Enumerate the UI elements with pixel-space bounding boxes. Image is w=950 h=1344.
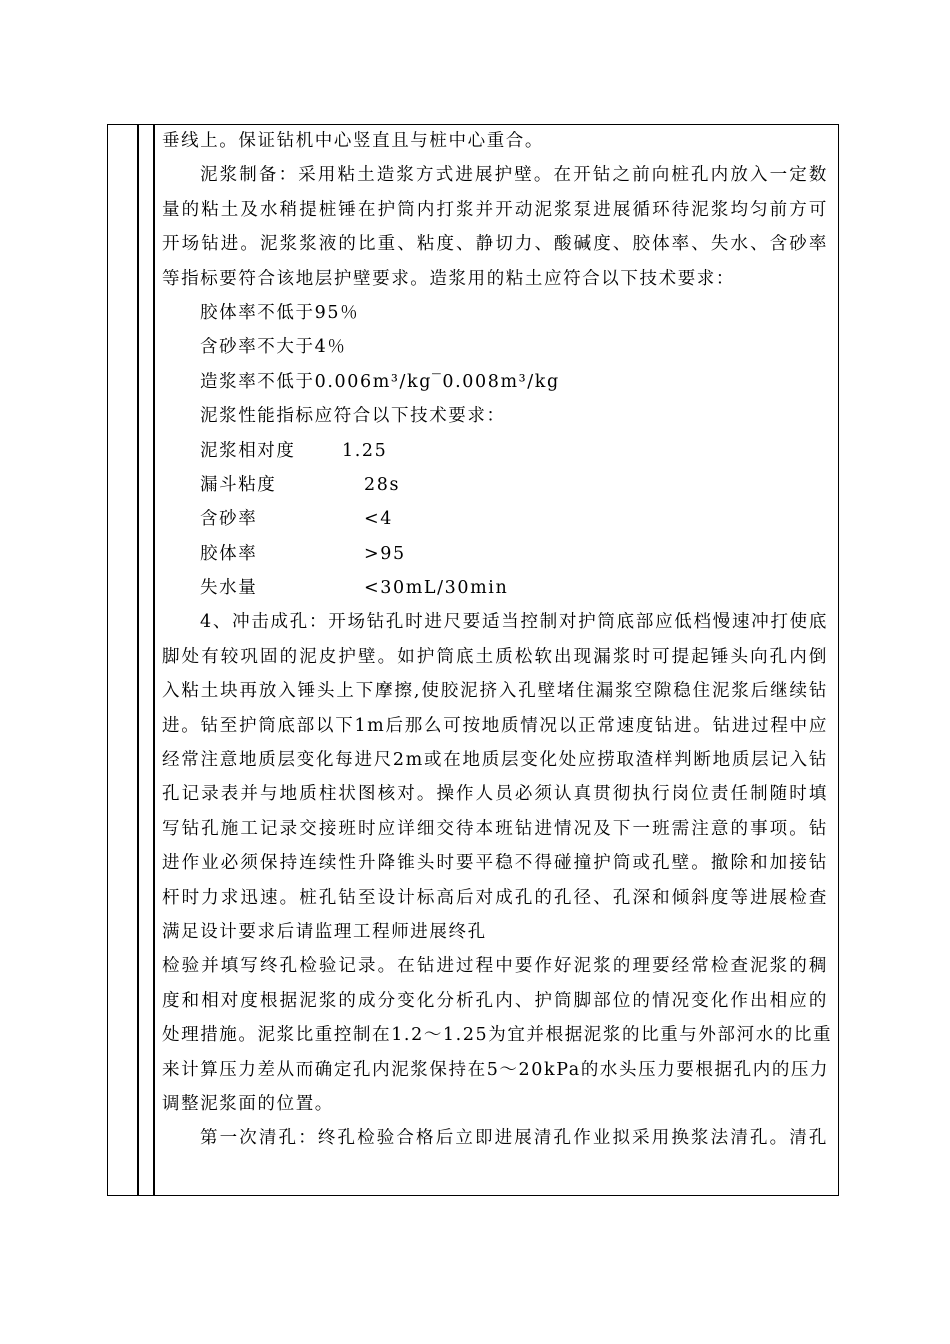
paragraph-line: 进。钻至护筒底部以下1m后那么可按地质情况以正常速度钻进。钻进过程中应 (162, 715, 828, 736)
paragraph-line: 调整泥浆面的位置。 (162, 1093, 334, 1114)
paragraph-line: 垂线上。保证钻机中心竖直且与桩中心重合。 (162, 131, 544, 151)
paragraph-line: 检验并填写终孔检验记录。在钻进过程中要作好泥浆的理要经常检查泥浆的稠 (162, 956, 828, 977)
paragraph-line: 孔记录表并与地质柱状图核对。操作人员必须认真贯彻执行岗位责任制随时填 (162, 784, 828, 805)
table-content-cell (162, 124, 833, 1156)
paragraph-line: 量的粘土及水稍提桩锤在护筒内打浆并开动泥浆泵进展循环待泥浆均匀前方可 (162, 199, 828, 220)
paragraph-line: 4、冲击成孔：开场钻孔时进尺要适当控制对护筒底部应低档慢速冲打使底 (200, 612, 828, 633)
paragraph-line: 度和相对度根据泥浆的成分变化分析孔内、护筒脚部位的情况变化作出相应的 (162, 990, 828, 1011)
paragraph-line: 泥浆性能指标应符合以下技术要求： (200, 406, 506, 427)
paragraph-line: 泥浆制备：采用粘土造浆方式进展护壁。在开钻之前向桩孔内放入一定数 (200, 165, 828, 186)
spec-value: 1.25 (342, 440, 388, 461)
table-column-divider (153, 125, 155, 1195)
spec-name: 漏斗粘度 (200, 474, 277, 495)
spec-value: >95 (364, 543, 406, 564)
paragraph-line: 脚处有较巩固的泥皮护壁。如护筒底土质松软出现漏浆时可提起锤头向孔内倒 (162, 646, 828, 667)
paragraph-line: 杆时力求迅速。桩孔钻至设计标高后对成孔的孔径、孔深和倾斜度等进展检查 (162, 887, 828, 908)
paragraph-line: 写钻孔施工记录交接班时应详细交待本班钻进情况及下一班需注意的事项。钻 (162, 818, 828, 839)
spec-row (162, 537, 828, 571)
requirement-line: 含砂率不大于4％ (200, 337, 347, 358)
paragraph-line: 等指标要符合该地层护壁要求。造浆用的粘土应符合以下技术要求： (162, 268, 735, 289)
spec-row (162, 468, 828, 502)
spec-name: 失水量 (200, 578, 258, 599)
paragraph-line: 来计算压力差从而确定孔内泥浆保持在5～20kPa的水头压力要根据孔内的压力 (162, 1059, 830, 1080)
paragraph-line: 第一次清孔：终孔检验合格后立即进展清孔作业拟采用换浆法清孔。清孔 (200, 1128, 828, 1149)
spec-row (162, 571, 828, 605)
table-column-divider (137, 125, 139, 1195)
spec-value: 28s (364, 474, 401, 495)
requirement-line: 胶体率不低于95％ (200, 302, 360, 323)
paragraph-line: 开场钻进。泥浆浆液的比重、粘度、静切力、酸碱度、胶体率、失水、含砂率 (162, 234, 828, 255)
spec-name: 泥浆相对度 (200, 440, 296, 461)
spec-value: <4 (364, 509, 393, 530)
paragraph-line: 处理措施。泥浆比重控制在1.2～1.25为宜并根据泥浆的比重与外部河水的比重 (162, 1025, 833, 1046)
paragraph-line: 入粘土块再放入锤头上下摩擦,使胶泥挤入孔壁堵住漏浆空隙稳住泥浆后继续钻 (162, 681, 828, 702)
spec-name: 胶体率 (200, 543, 258, 564)
paragraph-line: 经常注意地质层变化每进尺2m或在地质层变化处应捞取渣样判断地质层记入钻 (162, 750, 828, 771)
paragraph-line: 满足设计要求后请监理工程师进展终孔 (162, 921, 487, 942)
spec-value: <30mL/30min (364, 578, 509, 599)
spec-name: 含砂率 (200, 509, 258, 530)
spec-row (162, 502, 828, 536)
paragraph-line: 进作业必须保持连续性升降锥头时要平稳不得碰撞护筒或孔壁。撤除和加接钻 (162, 853, 828, 874)
spec-row (162, 434, 828, 468)
requirement-line: 造浆率不低于0.006m³/kg‾0.008m³/kg (200, 371, 560, 392)
